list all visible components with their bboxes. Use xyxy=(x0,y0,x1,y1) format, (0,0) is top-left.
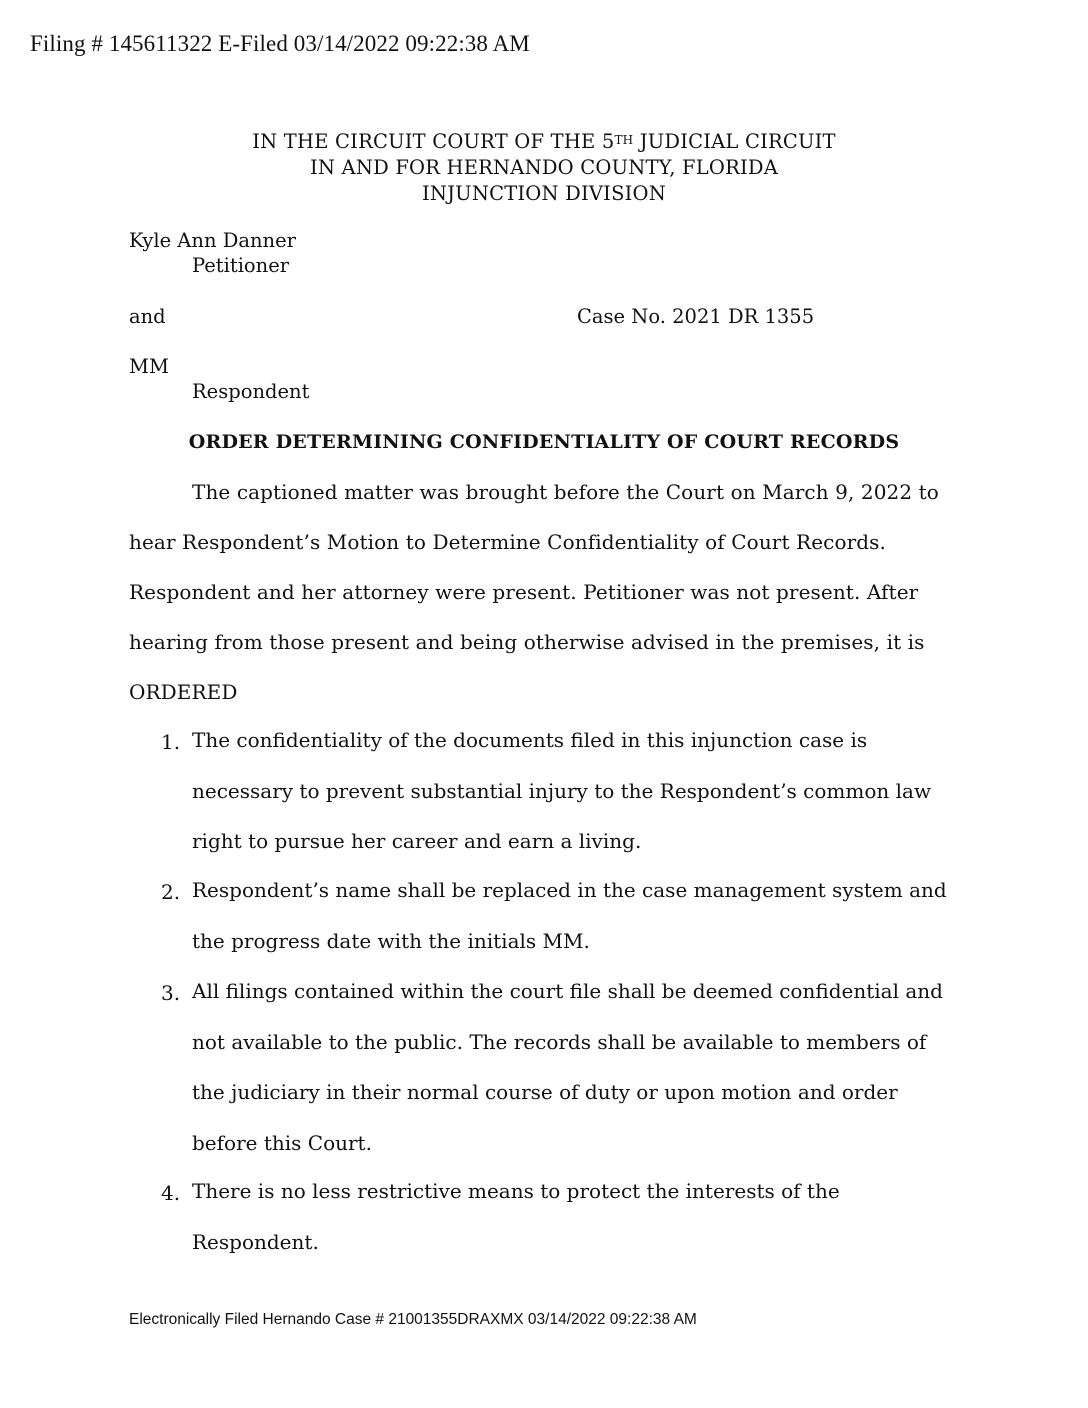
body-line-2: hear Respondent’s Motion to Determine Confidentiality of Court Records. xyxy=(129,530,886,554)
court-heading-line-1-pre: IN THE CIRCUIT COURT OF THE 5 xyxy=(252,130,615,153)
court-heading xyxy=(0,129,1088,207)
court-heading-line-1-post: JUDICIAL CIRCUIT xyxy=(633,130,836,153)
ordered-item-text: All filings contained within the court file shall be deemed confidential and not available to the public. The records shall be available to members of the judiciary in their normal course of duty or upon motion and order before this Court. xyxy=(192,979,943,1155)
court-heading-line-1 xyxy=(0,129,1088,155)
petitioner-name: Kyle Ann Danner xyxy=(129,229,296,252)
petitioner-role: Petitioner xyxy=(192,254,290,277)
ordered-item-text: Respondent’s name shall be replaced in the case management system and the progress date with the initials MM. xyxy=(192,878,947,953)
respondent-name: MM xyxy=(129,355,169,378)
body-line-4: hearing from those present and being otherwise advised in the premises, it is xyxy=(129,630,925,654)
court-heading-line-2: IN AND FOR HERNANDO COUNTY, FLORIDA xyxy=(309,156,779,179)
order-title: ORDER DETERMINING CONFIDENTIALITY OF COURT RECORDS xyxy=(188,431,900,453)
ordered-item-number: 1. xyxy=(161,730,181,754)
case-number: Case No. 2021 DR 1355 xyxy=(577,305,815,328)
ordered-item-number: 2. xyxy=(161,880,181,904)
body-line-1: The captioned matter was brought before the Court on March 9, 2022 to xyxy=(192,480,939,504)
caption-conjunction: and xyxy=(129,305,166,328)
court-heading-superscript: TH xyxy=(614,133,634,147)
ordered-item-text: The confidentiality of the documents filed in this injunction case is necessary to prevent substantial injury to the Respondent’s common law right to pursue her career and earn a living. xyxy=(192,728,932,853)
ordered-item-number: 4. xyxy=(161,1181,181,1205)
electronic-filing-footer: Electronically Filed Hernando Case # 21001355DRAXMX 03/14/2022 09:22:38 AM xyxy=(129,1311,697,1328)
court-heading-line-3: INJUNCTION DIVISION xyxy=(422,182,666,205)
filing-stamp: Filing # 145611322 E-Filed 03/14/2022 09:22:38 AM xyxy=(30,31,530,56)
body-line-3: Respondent and her attorney were present. Petitioner was not present. After xyxy=(129,580,919,604)
ordered-item-text: There is no less restrictive means to protect the interests of the Respondent. xyxy=(192,1179,840,1254)
ordered-item-number: 3. xyxy=(161,981,181,1005)
respondent-role: Respondent xyxy=(192,380,310,403)
ordered-label: ORDERED xyxy=(129,680,238,704)
